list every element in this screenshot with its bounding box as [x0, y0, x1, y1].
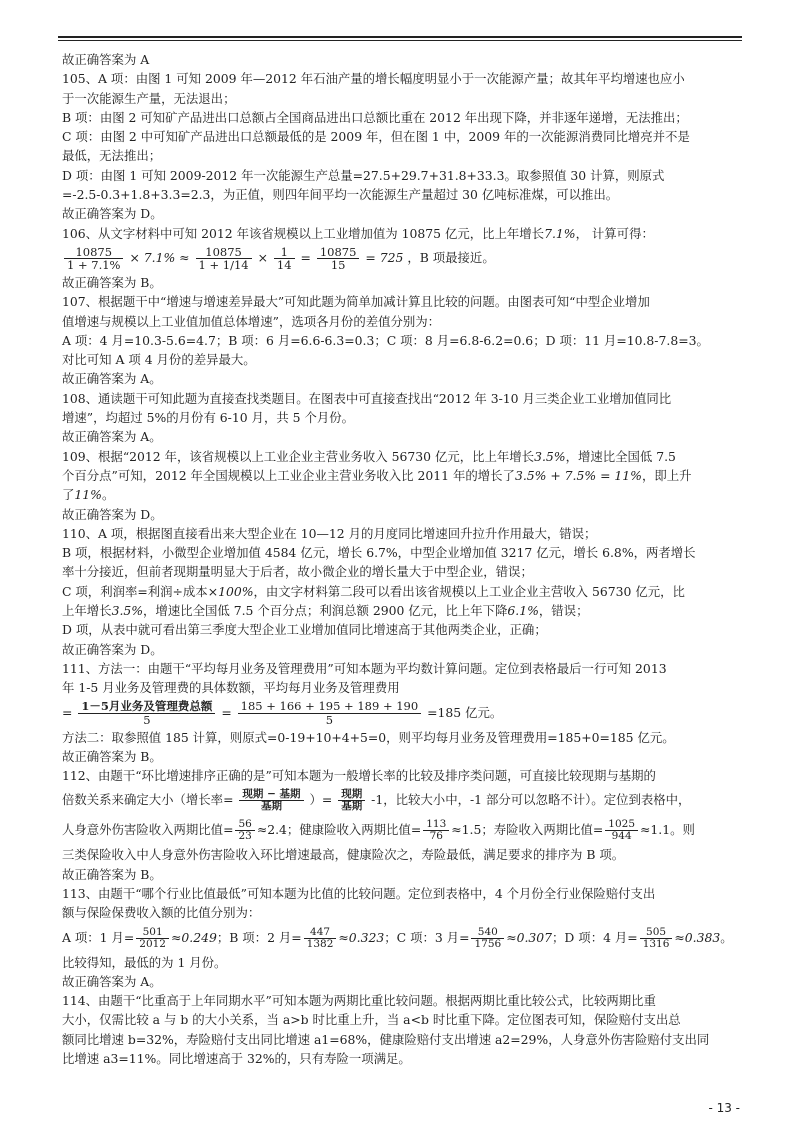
- page-number: - 13 -: [708, 1101, 740, 1115]
- q106-line: [62, 224, 740, 243]
- answer-line: 故正确答案为 D。: [62, 506, 163, 522]
- text-line: D 项：由图 1 可知 2009-2012 年一次能源生产总量=27.5+29.7+31.8+33.3。取参照值 30 计算，则原式: [62, 167, 665, 183]
- answer-line: 故正确答案为 B。: [62, 274, 162, 290]
- text-line: 113、由题干“哪个行业比值最低”可知本题为比值的比较问题。定位到表格中，4 个月份全行业保险赔付支出: [62, 885, 656, 901]
- formula-operator: × 7.1% ≈: [129, 249, 190, 265]
- header-rule-thin: [58, 40, 742, 41]
- text-line: 107、根据题干中“增速与增速差异最大”可知此题为简单加减计算且比较的问题。由图表可知“中型企业增加: [62, 294, 650, 310]
- text-line: 年 1-5 月业务及管理费的具体数额，平均每月业务及管理费用: [62, 680, 400, 696]
- text-line: 111、方法一：由题干“平均每月业务及管理费用”可知本题为平均数计算问题。定位到表格最后一行可知 2013: [62, 660, 667, 676]
- formula-fraction: $\frac{10875}{1 + 7.1\%}$: [64, 246, 123, 271]
- q106-formula: [62, 243, 740, 273]
- text-line: B 项，根据材料，小微型企业增加值 4584 亿元，增长 6.7%，中型企业增加值 3217 亿元，增长 6.8%，两者增长: [62, 545, 696, 561]
- answer-line: 故正确答案为 A。: [62, 973, 162, 989]
- answer-line: 故正确答案为 A。: [62, 429, 162, 445]
- q109-line: 了11%。: [62, 487, 115, 503]
- formula-fraction: $\frac{1}{14}$: [274, 246, 295, 271]
- answer-line: 故正确答案为 D。: [62, 641, 163, 657]
- text-line: 额同比增速 b=32%，寿险赔付支出同比增速 a1=68%，健康险赔付支出增速 a2=29%，人身意外伤害险赔付支出同: [62, 1031, 710, 1047]
- formula-fraction: $\frac{\text{1－5月业务及管理费总额}}{5}$: [78, 700, 215, 725]
- q112-formula: 倍数关系来确定大小（增长率= $\frac{\text{现期 − 基期}}{\text{基期}}$ ）= $\frac{\text{现期}}{\text{基期}}$ -1，比较大小中，-1 部分可以忽略不计）。定位到表格中，: [62, 788, 691, 813]
- answer-line: 故正确答案为 A。: [62, 371, 162, 387]
- q106-text-b: ， 计算可得：: [575, 225, 654, 241]
- formula-fraction: $\frac{185 + 166 + 195 + 189 + 190}{5}$: [238, 700, 422, 725]
- text-line: =-2.5-0.3+1.8+3.3=2.3，为正值，则四年间平均一次能源生产量超过 30 亿吨标准煤，可以推出。: [62, 187, 619, 203]
- text-line: 比较得知，最低的为 1 月份。: [62, 954, 227, 970]
- formula-fraction: $\frac{\text{现期}}{\text{基期}}$: [338, 789, 365, 812]
- text-line: 对比可知 A 项 4 月份的差异最大。: [62, 352, 256, 368]
- formula-operator: ×: [257, 249, 268, 265]
- text-line: 比增速 a3=11%。同比增速高于 32%的，只有寿险一项满足。: [62, 1051, 411, 1067]
- text-line: 方法二：取参照值 185 计算，则原式=0-19+10+4+5=0，则平均每月业务及管理费用=185+0=185 亿元。: [62, 729, 675, 745]
- formula-fraction: $\frac{10875}{15}$: [317, 246, 360, 271]
- q112-ratios: 人身意外伤害险收入两期比值= $\frac{56}{23}$ ≈2.4；健康险收入两期比值= $\frac{113}{76}$ ≈1.5；寿险收入两期比值= $\frac{1025}{944}$ ≈1.1。则: [62, 818, 695, 843]
- text-line: 114、由题干“比重高于上年同期水平”可知本题为两期比重比较问题。根据两期比重比较公式，比较两期比重: [62, 993, 656, 1009]
- q106-tail: ，B 项最接近。: [407, 249, 495, 265]
- text-line: 于一次能源生产量，无法退出；: [62, 90, 236, 106]
- text-line: 三类保险收入中人身意外伤害险收入环比增速最高，健康险次之，寿险最低，满足要求的排序为 B 项。: [62, 847, 625, 863]
- text-line: 112、由题干“环比增速排序正确的是”可知本题为一般增长率的比较及排序类问题，可直接比较现期与基期的: [62, 768, 656, 784]
- text-line: B 项：由图 2 可知矿产品进出口总额占全国商品进出口总额比重在 2012 年出现下降，并非逐年递增，无法推出；: [62, 109, 688, 125]
- text-line: 108、通读题干可知此题为直接查找类题目。在图表中可直接查找出“2012 年 3-10 月三类企业工业增加值同比: [62, 390, 672, 406]
- text-line: 105、A 项：由图 1 可知 2009 年—2012 年石油产量的增长幅度明显小于一次能源产量；故其年平均增速也应小: [62, 71, 685, 87]
- formula-result: = 725: [365, 249, 404, 265]
- text-line: C 项：由图 2 中可知矿产品进出口总额最低的是 2009 年，但在图 1 中，2009 年的一次能源消费同比增亮并不是: [62, 129, 690, 145]
- formula-fraction: $\frac{10875}{1 + 1/14}$: [196, 246, 252, 271]
- formula-operator: =: [300, 249, 311, 265]
- answer-line: 故正确答案为 B。: [62, 748, 162, 764]
- q106-pct: 7.1%: [544, 225, 576, 241]
- q106-text: 106、从文字材料中可知 2012 年该省规模以上工业增加值为 10875 亿元，比上年增长: [62, 225, 545, 241]
- text-line: 110、A 项，根据图直接看出来大型企业在 10—12 月的月度同比增速回升拉升作用最大，错误；: [62, 525, 597, 541]
- text-line: 故正确答案为 D。: [62, 206, 163, 222]
- text-line: A 项：4 月=10.3-5.6=4.7；B 项：6 月=6.6-6.3=0.3；C 项：8 月=6.8-6.2=0.6；D 项：11 月=10.8-7.8=3。: [62, 332, 709, 348]
- q110-line: C 项，利润率=利润÷成本×100%，由文字材料第二段可以看出该省规模以上工业企业主营收入 56730 亿元，比: [62, 583, 685, 599]
- text-line: 最低，无法推出；: [62, 148, 162, 164]
- document-body: [62, 50, 740, 1068]
- q110-line: 上年增长3.5%，增速比全国低 7.5 个百分点；利润总额 2900 亿元，比上年下降6.1%，错误；: [62, 603, 589, 619]
- q109-line: 109、根据“2012 年，该省规模以上工业企业主营业务收入 56730 亿元，比上年增长3.5%，增速比全国低 7.5: [62, 448, 676, 464]
- text-line: 故正确答案为 A: [62, 52, 150, 67]
- q109-line: 个百分点”可知，2012 年全国规模以上工业企业主营业务收入比 2011 年的增长了3.5% + 7.5% = 11%，即上升: [62, 467, 692, 483]
- q111-formula: = $\frac{\text{1－5月业务及管理费总额}}{5}$ = $\frac{185 + 166 + 195 + 189 + 190}{5}$ =185 亿元。: [62, 699, 503, 727]
- text-line: 增速”，均超过 5%的月份有 6-10 月，共 5 个月份。: [62, 410, 355, 426]
- text-line: D 项，从表中就可看出第三季度大型企业工业增加值同比增速高于其他两类企业，正确；: [62, 622, 547, 638]
- answer-line: 故正确答案为 B。: [62, 866, 162, 882]
- text-line: 值增速与规模以上工业值加值总体增速”，选项各月份的差值分别为：: [62, 313, 441, 329]
- text-line: 额与保险保费收入额的比值分别为：: [62, 905, 261, 921]
- text-line: 率十分接近，但前者现期量明显大于后者，故小微企业的增长量大于中型企业，错误；: [62, 564, 533, 580]
- header-rule: [58, 36, 742, 38]
- text-line: 大小，仅需比较 a 与 b 的大小关系，当 a>b 时比重上升，当 a<b 时比重下降。定位图表可知，保险赔付支出总: [62, 1012, 681, 1028]
- formula-fraction: $\frac{\text{现期 − 基期}}{\text{基期}}$: [239, 789, 303, 812]
- q113-ratios: A 项：1 月= $\frac{501}{2012}$ ≈0.249；B 项：2 月= $\frac{447}{1382}$ ≈0.323；C 项：3 月= $\frac{540}{1756}$ ≈0.307；D 项：4 月= $\frac{505}{1316}$ ≈0.383。: [62, 925, 733, 950]
